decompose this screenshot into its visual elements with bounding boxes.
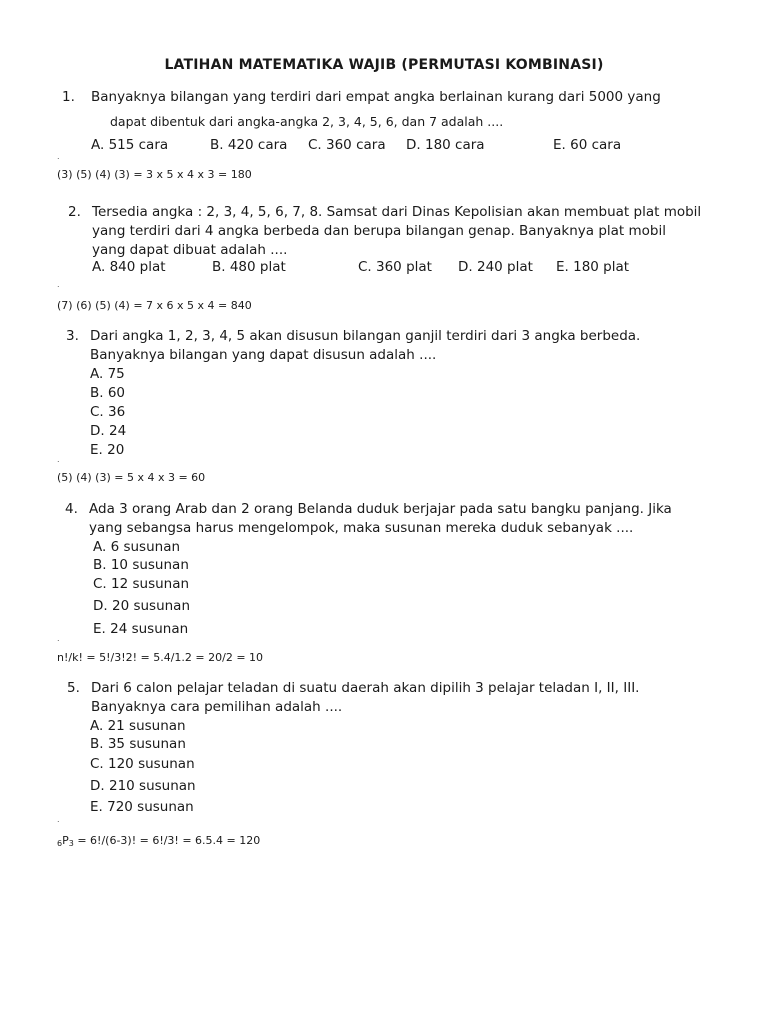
- dot-mark: .: [57, 815, 60, 824]
- answer-5: [57, 834, 260, 848]
- question-text: Tersedia angka : 2, 3, 4, 5, 6, 7, 8. Samsat dari Dinas Kepolisian akan membuat plat mobil: [92, 204, 702, 220]
- dot-mark: .: [57, 455, 60, 464]
- question-2: [68, 203, 701, 260]
- option-d: D. 180 cara: [406, 137, 485, 153]
- option-c: C. 360 cara: [308, 137, 386, 153]
- option-a: A. 75: [90, 366, 125, 382]
- question-text: Dari angka 1, 2, 3, 4, 5 akan disusun bilangan ganjil terdiri dari 3 angka berbeda.: [90, 328, 641, 344]
- question-text-line2: Banyaknya bilangan yang dapat disusun adalah ....: [90, 347, 437, 363]
- option-d: D. 210 susunan: [90, 778, 196, 794]
- option-a: A. 21 susunan: [90, 718, 186, 734]
- option-a: A. 515 cara: [91, 137, 169, 153]
- question-1-line2: dapat dibentuk dari angka-angka 2, 3, 4, 5, 6, dan 7 adalah ....: [110, 114, 504, 129]
- question-text: Ada 3 orang Arab dan 2 orang Belanda duduk berjajar pada satu bangku panjang. Jika: [89, 501, 672, 517]
- option-b: B. 60: [90, 385, 126, 401]
- question-text: Banyaknya bilangan yang terdiri dari empat angka berlainan kurang dari 5000 yang: [91, 89, 661, 105]
- question-number: 2.: [68, 204, 81, 220]
- question-3: [66, 327, 640, 365]
- question-text-line3: yang dapat dibuat adalah ....: [92, 242, 288, 258]
- option-b: B. 480 plat: [212, 259, 286, 275]
- option-e: E. 24 susunan: [93, 621, 189, 637]
- option-e: E. 720 susunan: [90, 799, 194, 815]
- answer-2: (7) (6) (5) (4) = 7 x 6 x 5 x 4 = 840: [57, 299, 252, 312]
- answer-formula: = 6!/(6-3)! = 6!/3! = 6.5.4 = 120: [73, 834, 261, 847]
- question-number: 5.: [67, 680, 80, 696]
- subscript-r: 3: [68, 839, 74, 848]
- question-5: [67, 679, 639, 717]
- option-a: A. 6 susunan: [93, 539, 181, 555]
- question-text-line2: yang sebangsa harus mengelompok, maka susunan mereka duduk sebanyak ....: [89, 520, 634, 536]
- permutation-symbol: P: [62, 834, 69, 847]
- dot-mark: .: [57, 634, 60, 643]
- option-b: B. 420 cara: [210, 137, 288, 153]
- dot-mark: .: [57, 152, 60, 161]
- question-text-line2: Banyaknya cara pemilihan adalah ....: [91, 699, 343, 715]
- option-e: E. 20: [90, 442, 125, 458]
- option-d: D. 240 plat: [458, 259, 533, 275]
- dot-mark: .: [57, 280, 60, 289]
- option-c: C. 36: [90, 404, 126, 420]
- option-c: C. 120 susunan: [90, 756, 195, 772]
- question-1: [62, 88, 702, 107]
- option-b: B. 35 susunan: [90, 736, 186, 752]
- question-text: Dari 6 calon pelajar teladan di suatu daerah akan dipilih 3 pelajar teladan I, II, III.: [91, 680, 640, 696]
- option-e: E. 60 cara: [553, 137, 622, 153]
- option-b: B. 10 susunan: [93, 557, 189, 573]
- option-c: C. 12 susunan: [93, 576, 190, 592]
- question-number: 3.: [66, 328, 79, 344]
- page-title: LATIHAN MATEMATIKA WAJIB (PERMUTASI KOMBINASI): [164, 57, 604, 73]
- option-e: E. 180 plat: [556, 259, 630, 275]
- answer-4: n!/k! = 5!/3!2! = 5.4/1.2 = 20/2 = 10: [57, 651, 264, 664]
- question-4: [65, 500, 672, 538]
- answer-3: (5) (4) (3) = 5 x 4 x 3 = 60: [57, 471, 206, 484]
- option-a: A. 840 plat: [92, 259, 166, 275]
- subscript-n: 6: [57, 839, 63, 848]
- option-c: C. 360 plat: [358, 259, 432, 275]
- answer-1: (3) (5) (4) (3) = 3 x 5 x 4 x 3 = 180: [57, 168, 252, 181]
- option-d: D. 24: [90, 423, 127, 439]
- question-number: 1.: [62, 89, 75, 105]
- question-text-line2: yang terdiri dari 4 angka berbeda dan berupa bilangan genap. Banyaknya plat mobil: [92, 223, 666, 239]
- question-number: 4.: [65, 501, 78, 517]
- option-d: D. 20 susunan: [93, 598, 191, 614]
